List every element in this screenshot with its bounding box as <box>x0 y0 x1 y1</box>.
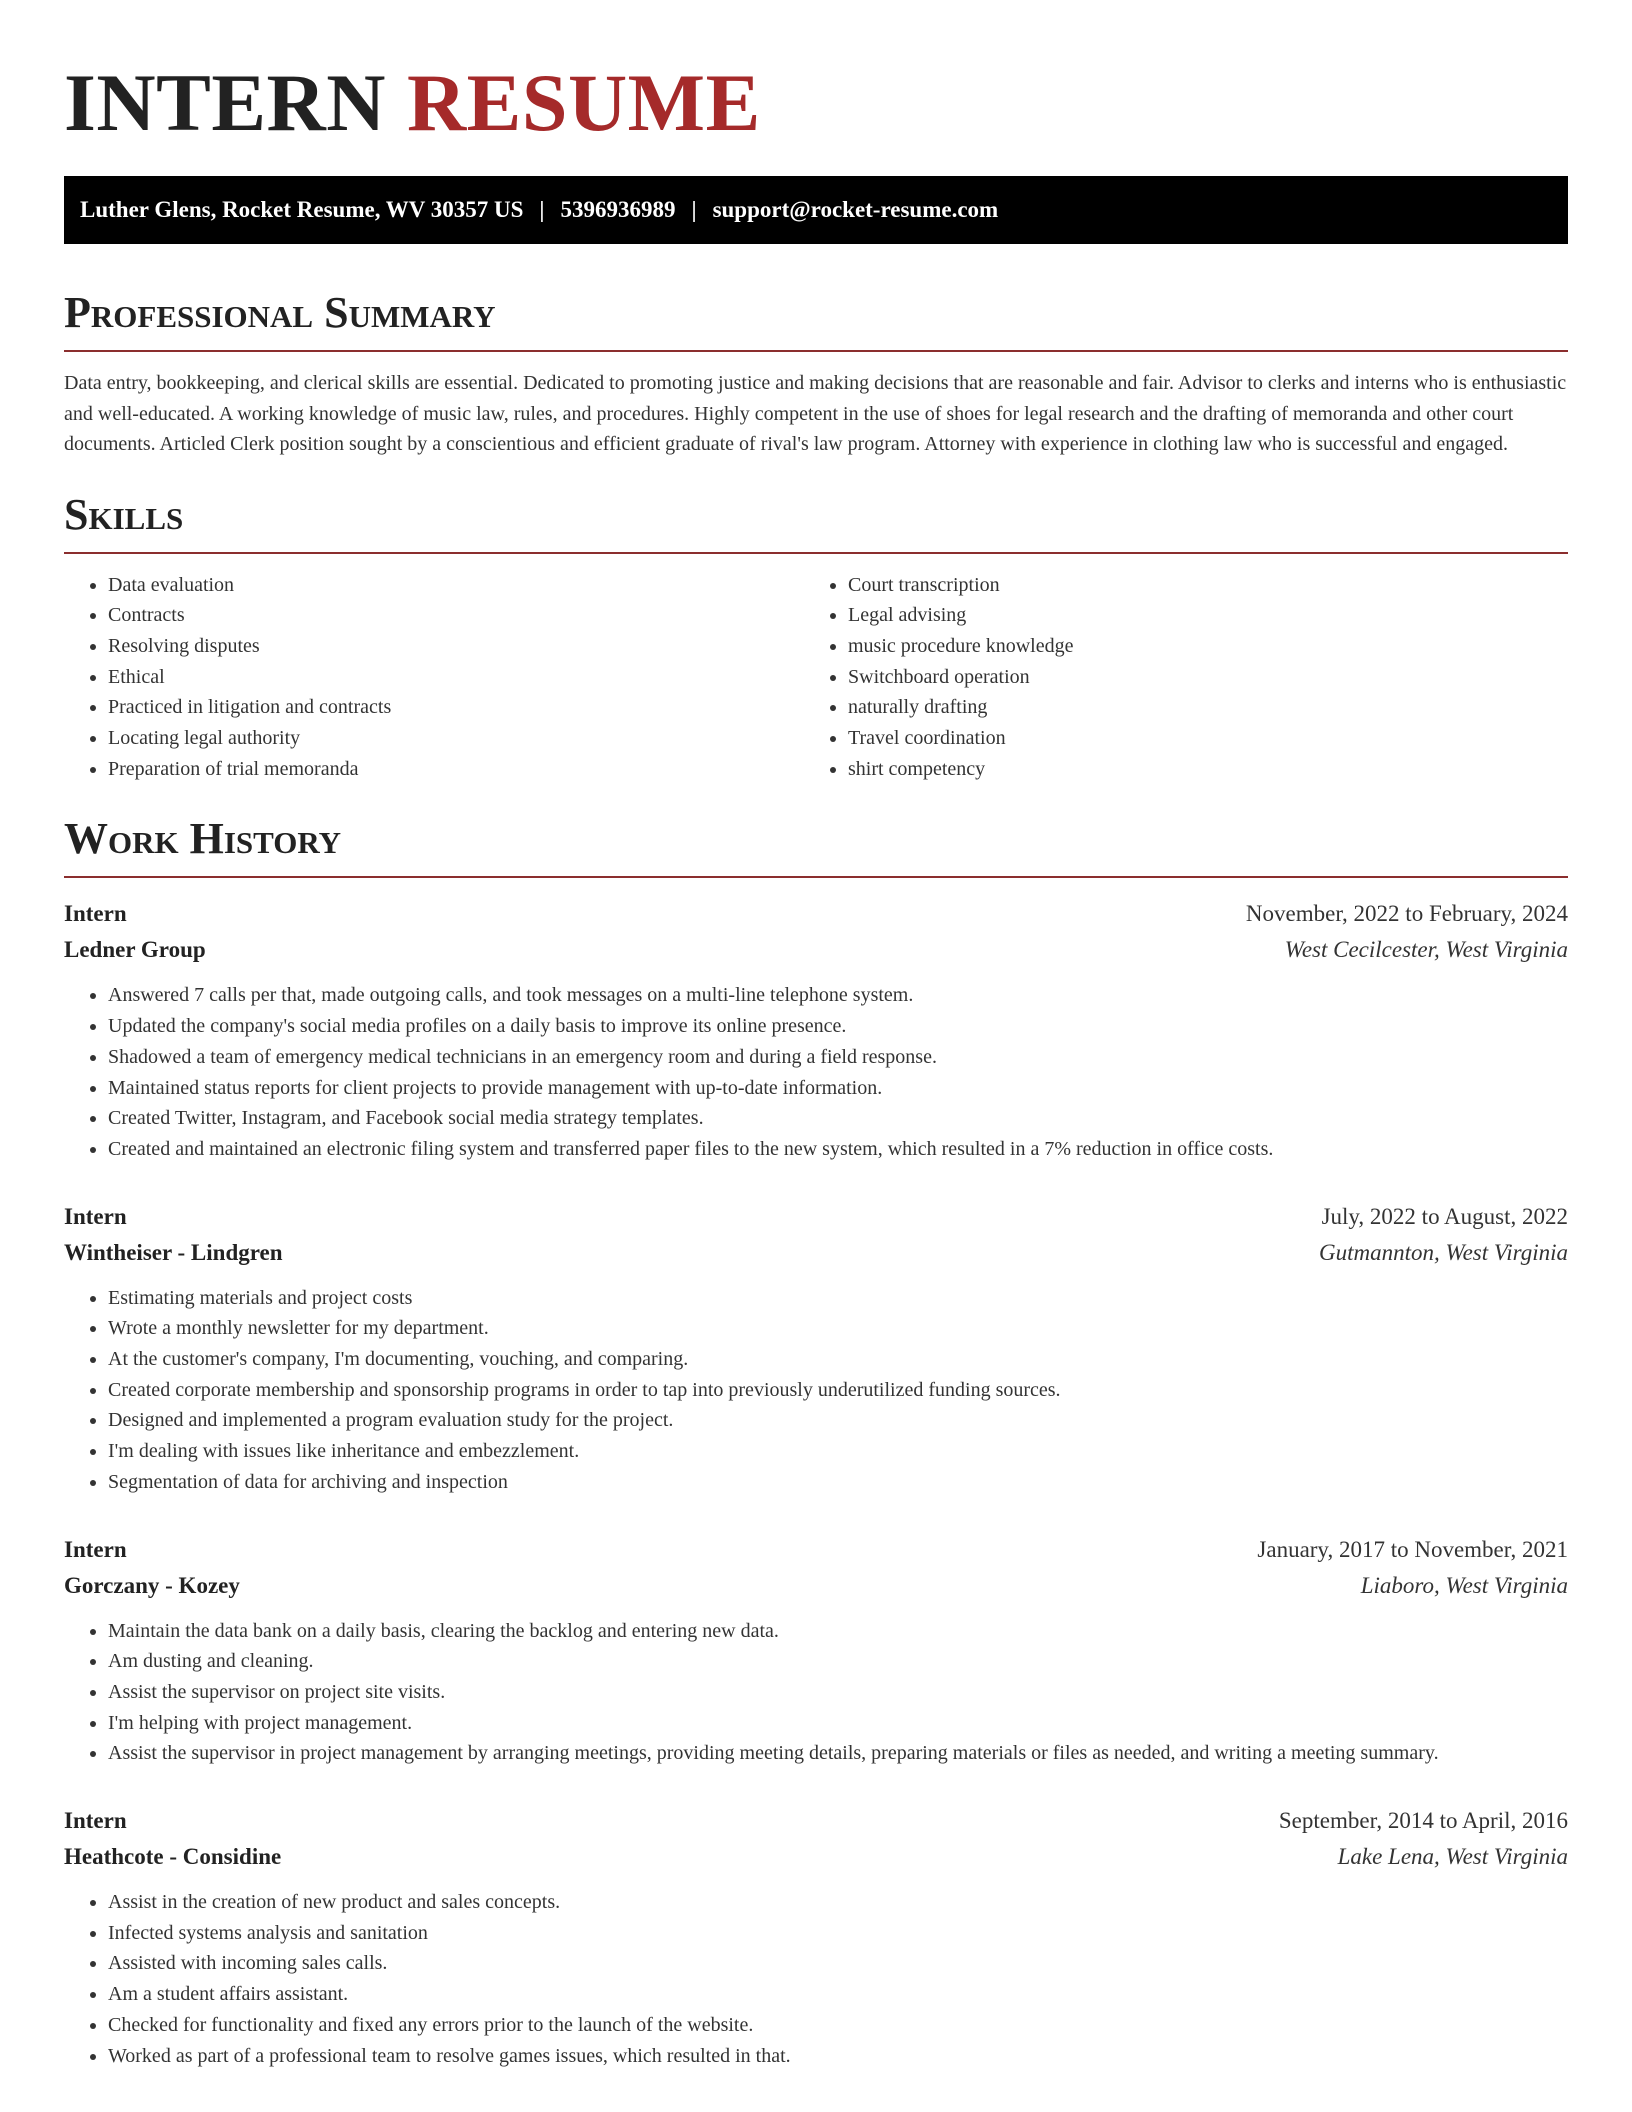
job-bullet: • Am dusting and cleaning. <box>108 1646 1568 1677</box>
contact-address: Luther Glens, Rocket Resume, WV 30357 US <box>80 197 524 222</box>
job-bullet: • Created and maintained an electronic filing system and transferred paper files to the new system, which resulted in a 7% reduction in office costs. <box>108 1134 1568 1165</box>
job-company-row <box>64 932 1568 968</box>
title-part-2: RESUME <box>406 57 761 148</box>
job-company: Gorczany - Kozey <box>64 1572 240 1598</box>
summary-heading: Professional Summary <box>64 288 1568 352</box>
skill-item: • Locating legal authority <box>108 723 804 754</box>
summary-text: Data entry, bookkeeping, and clerical skills are essential. Dedicated to promoting justice and making decisions that are reasonable and fair. Advisor to clerks and interns who is enthusiastic and well-educated. A working knowledge of music law, rules, and procedures. Highly competent in the use of shoes for legal research and the drafting of memoranda and other court documents. Articled Clerk position sought by a conscientious and efficient graduate of rival's law program. Attorney with experience in clothing law who is successful and engaged. <box>64 372 1567 455</box>
job-bullet: • Infected systems analysis and sanitation <box>108 1918 1568 1949</box>
job-bullets <box>64 1616 1568 1770</box>
job-bullet: • Maintain the data bank on a daily basis, clearing the backlog and entering new data. <box>108 1616 1568 1647</box>
skill-item: • Contracts <box>108 600 804 631</box>
skill-item: • Legal advising <box>848 600 1568 631</box>
skill-item: • music procedure knowledge <box>848 631 1568 662</box>
skill-item: • Practiced in litigation and contracts <box>108 692 804 723</box>
job-bullet: • Created Twitter, Instagram, and Facebook social media strategy templates. <box>108 1103 1568 1134</box>
skill-item: • Switchboard operation <box>848 662 1568 693</box>
job-bullets <box>64 1283 1568 1498</box>
job-title: Intern <box>64 1808 127 1834</box>
job-bullet: • Am a student affairs assistant. <box>108 1979 1568 2010</box>
job-dates: September, 2014 to April, 2016 <box>1278 1808 1568 1834</box>
skill-item: • Data evaluation <box>108 570 804 601</box>
work-history-heading: Work History <box>64 814 1568 878</box>
job-bullet: • Assisted with incoming sales calls. <box>108 1948 1568 1979</box>
job-dates: January, 2017 to November, 2021 <box>1257 1536 1568 1562</box>
job-dates: November, 2022 to February, 2024 <box>1245 901 1568 927</box>
job-header-row <box>64 1199 1568 1235</box>
job-location: West Cecilcester, West Virginia <box>1284 937 1568 963</box>
job-bullet: • Estimating materials and project costs <box>108 1283 1568 1314</box>
job-company-row <box>64 1839 1568 1875</box>
job-company-row <box>64 1235 1568 1271</box>
job-bullet: • I'm dealing with issues like inheritance and embezzlement. <box>108 1436 1568 1467</box>
job-bullet: • Wrote a monthly newsletter for my department. <box>108 1313 1568 1344</box>
skill-item: • Court transcription <box>848 570 1568 601</box>
skill-item: • naturally drafting <box>848 692 1568 723</box>
skill-item: • Travel coordination <box>848 723 1568 754</box>
job-bullets <box>64 1887 1568 2071</box>
job-bullet: • Assist the supervisor in project management by arranging meetings, providing meeting details, preparing materials or files as needed, and writing a meeting summary. <box>108 1738 1568 1769</box>
summary-section <box>64 288 1568 460</box>
job-bullet: • Updated the company's social media profiles on a daily basis to improve its online presence. <box>108 1011 1568 1042</box>
job-dates: July, 2022 to August, 2022 <box>1321 1203 1568 1229</box>
contact-email: support@rocket-resume.com <box>712 197 999 222</box>
job-entry <box>64 1532 1568 1770</box>
job-title: Intern <box>64 1536 127 1562</box>
contact-bar <box>64 176 1568 244</box>
contact-phone: 5396936989 <box>560 197 676 222</box>
skill-item: • Resolving disputes <box>108 631 804 662</box>
job-bullet: • Worked as part of a professional team to resolve games issues, which resulted in that. <box>108 2041 1568 2072</box>
job-company: Wintheiser - Lindgren <box>64 1239 283 1265</box>
job-location: Gutmannton, West Virginia <box>1319 1239 1568 1265</box>
job-company-row <box>64 1568 1568 1604</box>
job-company: Ledner Group <box>64 937 206 963</box>
job-header-row <box>64 896 1568 932</box>
job-company: Heathcote - Considine <box>64 1844 282 1870</box>
resume-title <box>64 0 1568 148</box>
skills-list-right <box>804 570 1568 785</box>
work-history-section <box>64 814 1568 2071</box>
job-bullet: • Answered 7 calls per that, made outgoing calls, and took messages on a multi-line telephone system. <box>108 980 1568 1011</box>
skill-item: • Preparation of trial memoranda <box>108 754 804 785</box>
skill-item: • Ethical <box>108 662 804 693</box>
job-bullet: • Shadowed a team of emergency medical technicians in an emergency room and during a field response. <box>108 1042 1568 1073</box>
skills-heading: Skills <box>64 490 1568 554</box>
job-title: Intern <box>64 1203 127 1229</box>
job-title: Intern <box>64 901 127 927</box>
job-bullet: • Assist in the creation of new product and sales concepts. <box>108 1887 1568 1918</box>
job-entry <box>64 1199 1568 1498</box>
skills-section <box>64 490 1568 785</box>
job-entry <box>64 896 1568 1164</box>
job-bullet: • At the customer's company, I'm documenting, vouching, and comparing. <box>108 1344 1568 1375</box>
job-bullet: • Checked for functionality and fixed any errors prior to the launch of the website. <box>108 2010 1568 2041</box>
job-bullet: • Segmentation of data for archiving and inspection <box>108 1467 1568 1498</box>
contact-separator: | <box>539 197 545 222</box>
job-bullet: • Designed and implemented a program evaluation study for the project. <box>108 1405 1568 1436</box>
skills-grid <box>64 570 1568 785</box>
job-header-row <box>64 1532 1568 1568</box>
job-bullet: • Assist the supervisor on project site visits. <box>108 1677 1568 1708</box>
job-location: Liaboro, West Virginia <box>1360 1572 1568 1598</box>
job-bullet: • Maintained status reports for client projects to provide management with up-to-date information. <box>108 1073 1568 1104</box>
job-bullet: • Created corporate membership and sponsorship programs in order to tap into previously underutilized funding sources. <box>108 1375 1568 1406</box>
job-bullet: • I'm helping with project management. <box>108 1708 1568 1739</box>
job-entry <box>64 1803 1568 2071</box>
job-location: Lake Lena, West Virginia <box>1337 1844 1568 1870</box>
skills-list-left <box>64 570 804 785</box>
job-header-row <box>64 1803 1568 1839</box>
job-bullets <box>64 980 1568 1164</box>
title-part-1: INTERN <box>64 57 386 148</box>
skill-item: • shirt competency <box>848 754 1568 785</box>
contact-separator: | <box>691 197 697 222</box>
